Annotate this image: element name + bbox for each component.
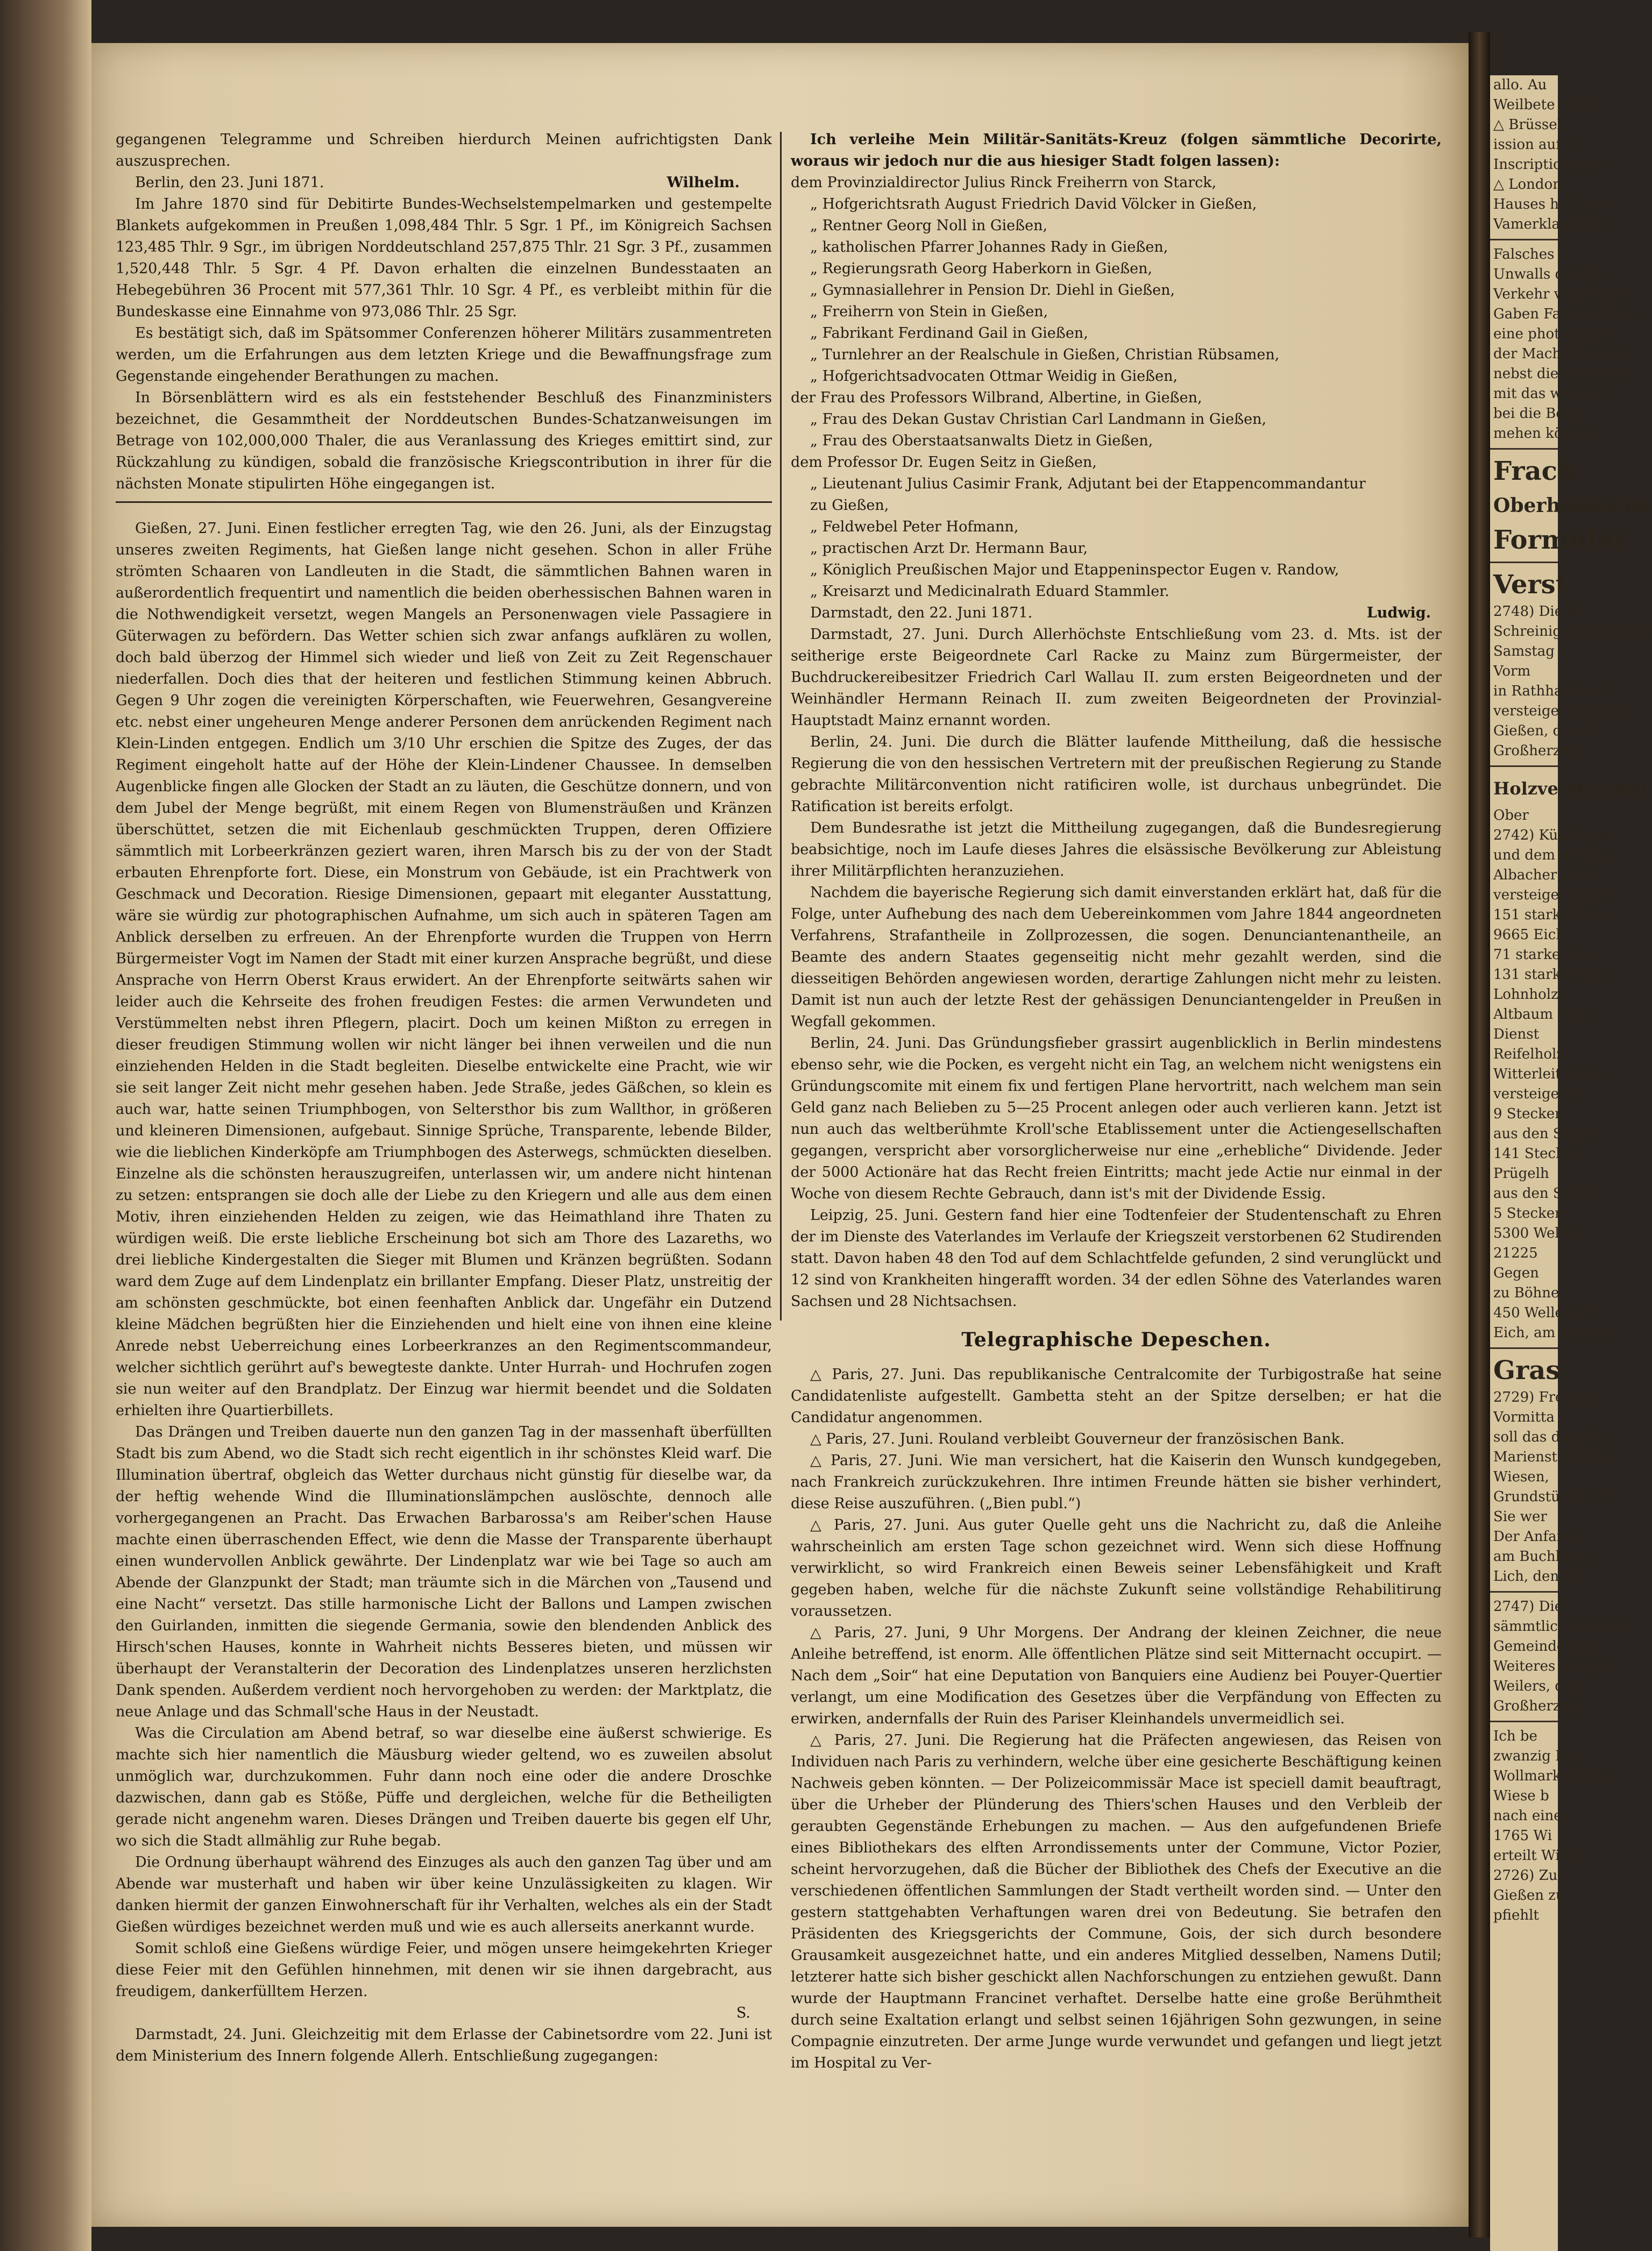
telegraph-item: △ Paris, 27. Juni. Die Regierung hat die Präfecten angewiesen, das Reisen von Individuen nach Paris zu verhindern, welche über eine gesicherte Beschäftigung keinen Nachweis geben könnten. — Der Polizeicommissär Mace ist speciell damit beauftragt, über die Urheber der Plünderung des Thiers'schen Hauses und den Verbleib der geraubten Gegenstände Erhebungen zu machen. — Aus den aufgefundenen Briefe eines Bibliothekars des elften Arrondissements unter der Commune, Victor Pozier, scheint hervorzugehen, daß die Bücher der Bibliothek des Chefs der Executive an die verschiedenen öffentlichen Sammlungen der Stadt vertheilt worden sind. — Unter den gestern stattgehabten Verhaftungen waren drei von Bedeutung. Sie betrafen den Präsidenten des Kriegsgerichts der Commune, Gois, der sich durch besondere Grausamkeit ausgezeichnet hatte, und ein anderes Mitglied desselben, Namens Dutil; letzterer hatte sich bisher geschickt allen Nachforschungen zu entziehen gewußt. Dann wurde der Hauptmann Francinet verhaftet. Derselbe hatte eine große Berühmtheit durch seine Exaltation erlangt und selbst seinen 16jährigen Sohn gezwungen, in seine Compagnie einzutreten. Der arme Junge wurde verwundet und gefangen und liegt jetzt im Hospital zu Ver- bbox=[791, 1732, 1442, 2071]
decree-line: „ Frau des Oberstaatsanwalts Dietz in Gießen, bbox=[810, 432, 1153, 449]
adjacent-line: nach einer bbox=[1493, 1808, 1569, 1824]
paragraph: In Börsenblättern wird es als ein feststehender Beschluß des Finanzministers bezeichnet, die Gesammtheit der Norddeutschen Bundes-Schatzanweisungen im Betrage von 102,000,000 Thaler, die aus Veranlassung des Krieges emittirt sind, zur Rückzahlung zu kündigen, sobald die französische Kriegscontribution in ihrer für die nächsten Monate stipulirten Höhe eingegangen ist. bbox=[116, 389, 772, 492]
telegraph-item: △ Paris, 27. Juni. Das republikanische Centralcomite der Turbigostraße hat seine Candidatenliste aufgestellt. Gambetta steht an der Spitze derselben; er hat die Candidatur angenommen. bbox=[791, 1366, 1442, 1426]
adjacent-line: 21225 bbox=[1493, 1245, 1538, 1261]
adjacent-line: Eich, am Wellen bbox=[1493, 1325, 1608, 1341]
adjacent-line: 2742) Künftigen bbox=[1493, 827, 1609, 843]
adjacent-line: Samstag bbox=[1493, 643, 1555, 659]
adjacent-line: Gemeinde- und bbox=[1493, 1638, 1601, 1654]
adjacent-line: 71 starke Tann bbox=[1493, 947, 1599, 963]
paragraph: Leipzig, 25. Juni. Gestern fand hier eine Todtenfeier der Studentenschaft zu Ehren der im Dienste des Vaterlandes im Verlaufe der Kriegszeit verstorbenen 62 Studirenden statt. Davon haben 48 den Tod auf dem Schlachtfelde gefunden, 2 sind verunglückt und 12 sind von Krankheiten hingerafft worden. 34 der edlen Söhne des Vaterlandes waren Sachsen und 28 Nichtsachsen. bbox=[791, 1207, 1442, 1310]
adjacent-line: 450 Wellen W bbox=[1493, 1305, 1591, 1321]
adjacent-line: Gaben Farbenstrich bbox=[1493, 306, 1635, 322]
dateline: Berlin, den 23. Juni 1871. bbox=[135, 174, 324, 191]
left-column bbox=[116, 129, 772, 2146]
paragraph: Nachdem die bayerische Regierung sich damit einverstanden erklärt hat, daß für die Folge, unter Aufhebung des nach dem Uebereinkommen vom Jahre 1844 angeordneten Verfahrens, Strafantheile in Zollprozessen, die sogen. Denunciantenantheile, an Beamte des andern Staates gegenseitig nicht mehr gezahlt werden, sind die diesseitigen Behörden angewiesen worden, derartige Zahlungen nicht mehr zu leisten. Damit ist nun auch der letzte Rest der gehässigen Denunciantengelder in Preußen in Wegfall gekommen. bbox=[791, 884, 1442, 1030]
adjacent-line: Ober bbox=[1493, 807, 1529, 823]
adjacent-line: Prügelh bbox=[1493, 1166, 1549, 1182]
decree-line: „ Regierungsrath Georg Haberkorn in Gießen, bbox=[810, 260, 1153, 277]
section-rule bbox=[116, 501, 772, 503]
adjacent-line: Weiteres ausgef bbox=[1493, 1658, 1607, 1674]
decree-line: „ practischen Arzt Dr. Hermann Baur, bbox=[810, 540, 1088, 557]
adjacent-line: Vamerklag statt bbox=[1493, 216, 1606, 232]
decree-line: „ Fabrikant Ferdinand Gail in Gießen, bbox=[810, 325, 1088, 342]
adjacent-line: soll das diesjähr bbox=[1493, 1429, 1609, 1445]
adjacent-line: Falsches g bbox=[1493, 246, 1568, 262]
adjacent-rule bbox=[1490, 1347, 1558, 1349]
adjacent-line: Witterleit anfan bbox=[1493, 1066, 1606, 1082]
adjacent-line: versteigert werden. bbox=[1493, 703, 1634, 719]
decree-signature: Ludwig. bbox=[1366, 605, 1431, 621]
adjacent-line: 141 Stecken bbox=[1493, 1146, 1582, 1162]
adjacent-line: 1765 Wi bbox=[1493, 1828, 1552, 1844]
decree-line: „ Freiherrn von Stein in Gießen, bbox=[810, 303, 1048, 320]
decree-line: „ Lieutenant Julius Casimir Frank, Adjutant bei der Etappencommandantur bbox=[810, 475, 1366, 492]
adjacent-line: 151 starke Eich bbox=[1493, 907, 1605, 923]
adjacent-line: Sie wer bbox=[1493, 1509, 1547, 1525]
adjacent-line: aus den Schal bbox=[1493, 1185, 1592, 1202]
adjacent-line: erteilt Wiese bbox=[1493, 1848, 1584, 1864]
right-column bbox=[791, 129, 1442, 2146]
adjacent-line: 9 Stecken bbox=[1493, 1106, 1564, 1122]
telegraph-item: △ Paris, 27. Juni. Wie man versichert, hat die Kaiserin den Wunsch kundgegeben, nach Frankreich zurückzukehren. Ihre intimen Freunde hätten sie bisher verhindert, diese Reise auszuführen. („Bien publ.“) bbox=[791, 1452, 1442, 1512]
signature: Wilhelm. bbox=[667, 174, 740, 191]
decree-line: der Frau des Professors Wilbrand, Albertine, in Gießen, bbox=[791, 389, 1202, 406]
decree-dateline-row bbox=[791, 602, 1442, 624]
paragraph: Somit schloß eine Gießens würdige Feier, und mögen unsere heimgekehrten Krieger diese Feier mit den Gefühlen hinnehmen, mit denen wir sie ihnen dargebracht, aus freudigem, dankerfülltem Herzen. bbox=[116, 1940, 772, 2000]
adjacent-line: Schreinigen des Schul bbox=[1493, 623, 1652, 640]
adjacent-line: Lich, den 24. bbox=[1493, 1568, 1586, 1585]
adjacent-line: Wollmarkt Wiese bbox=[1493, 1768, 1613, 1784]
decree-line: dem Professor Dr. Eugen Seitz in Gießen, bbox=[791, 454, 1097, 471]
adjacent-heading: Verst bbox=[1493, 570, 1568, 600]
adjacent-line: 131 starke Tann bbox=[1493, 967, 1608, 983]
adjacent-line: Weilers, den bbox=[1493, 1678, 1582, 1694]
adjacent-heading: Formular bbox=[1493, 525, 1628, 555]
adjacent-line: Großherzogl bbox=[1493, 1698, 1583, 1714]
adjacent-line: 2726) Zu bbox=[1493, 1867, 1558, 1884]
adjacent-line: Ich be bbox=[1493, 1728, 1537, 1744]
decree-line: „ Hofgerichtsadvocaten Ottmar Weidig in Gießen, bbox=[810, 368, 1178, 385]
adjacent-heading: Gras bbox=[1493, 1355, 1561, 1386]
adjacent-line: △ Brüssel, bbox=[1493, 117, 1566, 133]
adjacent-line: der Machsicht bem bbox=[1493, 346, 1630, 362]
adjacent-page bbox=[1490, 75, 1652, 2251]
adjacent-rule bbox=[1490, 1591, 1558, 1593]
adjacent-line: Unwalls der Sp bbox=[1493, 266, 1602, 282]
adjacent-line: am Buchbach, bbox=[1493, 1549, 1594, 1565]
adjacent-line: und dem Schlag bbox=[1493, 847, 1608, 863]
adjacent-line: versteigert werd bbox=[1493, 887, 1612, 903]
paragraph: Die Ordnung überhaupt während des Einzuges als auch den ganzen Tag über und am Abende war musterhaft und haben wir über keine Unzulässigkeiten zu klagen. Wir danken hiermit der ganzen Einwohnerschaft für ihr Verhalten, welches als ein der Stadt Gießen würdiges bezeichnet werden muß und wie es auch allerseits anerkannt wurde. bbox=[116, 1854, 772, 1935]
decree-line: „ Feldwebel Peter Hofmann, bbox=[810, 519, 1019, 535]
adjacent-heading: Holzversteigeru bbox=[1493, 778, 1647, 799]
adjacent-line: Reifelholz bbox=[1493, 1046, 1564, 1062]
adjacent-line: aus den Schal bbox=[1493, 1126, 1592, 1142]
decree-line: „ Hofgerichtsrath August Friedrich David Völcker in Gießen, bbox=[810, 196, 1257, 212]
adjacent-line: 5 Stecken bbox=[1493, 1205, 1564, 1222]
adjacent-line: ission auf le bbox=[1493, 137, 1578, 153]
paragraph: Es bestätigt sich, daß im Spätsommer Conferenzen höherer Militärs zusammentreten werden, um die Erfahrungen aus dem letzten Kriege und die Bewaffnungsfrage zum Gegenstande eingehender Berathungen zu machen. bbox=[116, 325, 772, 385]
paragraph: Gießen, 27. Juni. Einen festlicher erregten Tag, wie den 26. Juni, als der Einzugstag unseres zweiten Regiments, hat Gießen lange nicht gesehen. Schon in aller Frühe strömten Schaaren von Landleuten in die Stadt, die sämmtlichen Bahnen waren in außerordentlich frequentirt und namentlich die beiden oberhessischen Bahnen waren in die Nothwendigkeit versetzt, wegen Mangels an Personenwagen viele Passagiere in Güterwagen zu befördern. Das Wetter schien sich zwar anfangs aufklären zu wollen, doch bald überzog der Himmel sich wieder und ließ von Zeit zu Zeit Regenschauer niederfallen. Doch dies that der heiteren und festlichen Stimmung keinen Abbruch. Gegen 9 Uhr zogen die vereinigten Körperschaften, wie Feuerwehren, Gesangvereine etc. nebst einer ungeheuren Menge anderer Personen dem anrückenden Regiment nach Klein-Linden entgegen. Endlich um 3/10 Uhr erschien die Spitze des Zuges, der das Regiment eingeholt hatte auf der Höhe der Klein-Lindener Chaussee. In demselben Augenblicke fingen alle Glocken der Stadt an zu läuten, die Geschütze donnern, und von dem Jubel der Menge begrüßt, mit einem Regen von Blumensträußen und Kränzen überschüttet, setzen die mit Eichenlaub geschmückten Truppen, deren Offiziere sämmtlich mit Lorbeerkränzen geziert waren, ihren Marsch bis zu der von der Stadt erbauten Ehrenpforte fort. Diese, ein Monstrum von Gebäude, ist ein Prachtwerk von Geschmack und Decoration. Riesige Dimensionen, gepaart mit eleganter Ausstattung, wäre sie würdig zur photographischen Aufnahme, um sich auch in späteren Tagen am Anblick derselben zu erfreuen. An der Ehrenpforte wurden die Truppen von Herrn Bürgermeister Vogt im Namen der Stadt mit einer kurzen Ansprache begrüßt, und diese Ansprache von Herrn Oberst Kraus erwidert. An der Ehrenpforte seitwärts sahen wir leider auch die Kehrseite des frohen freudigen Festes: die armen Verwundeten und Verstümmelten nebst ihren Pflegern, placirt. Doch um keinen Mißton zu erregen in dieser freudigen Stimmung wollen wir nicht länger bei ihnen verweilen und die nun einziehenden Helden in die Stadt begleiten. Dieselbe entwickelte eine Pracht, wie wir sie seit langer Zeit nicht mehr gesehen haben. Jede Straße, jedes Gäßchen, so klein es auch war, hatte seinen Triumphbogen, von Seltersthor bis zum Wallthor, in größeren und kleineren Dimensionen, aufgebaut. Sinnige Sprüche, Transparente, lebende Bilder, wie die lieblichen Kinderköpfe am Triumphbogen des Asterwegs, schmückten dieselben. Einzelne als die schönsten herauszugreifen, unterlassen wir, um andere nicht hintenan zu setzen: entsprangen sie doch alle der Liebe zu den Kriegern und alle aus dem einen Motiv, ihren einziehenden Helden zu zeigen, wie das Heimathland ihre Thaten zu würdigen weiß. Die erste liebliche Erscheinung bot sich am Thore des Lazareths, wo drei liebliche Kindergestalten die Sieger mit Blumen und Kränzen begrüßten. Sodann ward dem Zuge auf dem Lindenplatz ein brillanter Empfang. Dieser Platz, unstreitig der am schönsten geschmückte, bot einen feenhaften Anblick dar. Ungefähr ein Dutzend kleine Mädchen begrüßten hier die Einziehenden und hielt eine von ihnen eine kleine Anrede nebst Ueberreichung eines Lorbeerkranzes an den Regimentscommandeur, welcher sichtlich gerührt auf's bewegteste dankte. Unter Hurrah- und Hochrufen zogen sie nun weiter auf den Brandplatz. Der Einzug war hiermit beendet und die Soldaten erhielten ihre Quartierbillets. bbox=[116, 520, 772, 1419]
telegraph-heading: Telegraphische Depeschen. bbox=[961, 1329, 1271, 1351]
adjacent-rule bbox=[1490, 448, 1558, 450]
paragraph: Berlin, 24. Juni. Die durch die Blätter laufende Mittheilung, daß die hessische Regierung die von den hessischen Vertretern mit der preußischen Regierung zu Stande gebrachte Militärconvention nicht ratificiren wolle, ist durchaus unbegründet. Die Ratification ist bereits erfolgt. bbox=[791, 734, 1442, 815]
decree-intro: Ich verleihe Mein Militär-Sanitäts-Kreuz (folgen sämmtliche Decorirte, woraus wir jedoch nur die aus hiesiger Stadt folgen lassen): bbox=[791, 131, 1442, 169]
adjacent-line: 2748) Die di bbox=[1493, 603, 1581, 620]
column-divider bbox=[780, 132, 782, 1320]
adjacent-rule bbox=[1490, 765, 1558, 767]
signoff: S. bbox=[736, 2005, 750, 2021]
adjacent-heading: Oberhessische bbox=[1493, 494, 1651, 517]
adjacent-line: Gegen bbox=[1493, 1265, 1539, 1281]
decree-line: „ Rentner Georg Noll in Gießen, bbox=[810, 217, 1048, 234]
decree-line: zu Gießen, bbox=[810, 497, 889, 514]
adjacent-heading: Frach bbox=[1493, 456, 1576, 486]
adjacent-line: versteigert: bbox=[1493, 1086, 1576, 1102]
adjacent-line: 2729) Freitag bbox=[1493, 1389, 1591, 1405]
adjacent-line: mehen können. bbox=[1493, 425, 1603, 442]
adjacent-line: Hauses hat heut bbox=[1493, 196, 1610, 212]
adjacent-rule bbox=[1490, 562, 1558, 563]
decree-line: „ katholischen Pfarrer Johannes Rady in Gießen, bbox=[810, 239, 1168, 255]
paragraph: gegangenen Telegramme und Schreiben hierdurch Meinen aufrichtigsten Dank auszusprechen. bbox=[116, 131, 772, 169]
adjacent-line: 9665 Eich bbox=[1493, 927, 1565, 943]
adjacent-line: Wiese b bbox=[1493, 1788, 1549, 1804]
adjacent-line: Wiesen, bbox=[1493, 1469, 1549, 1485]
adjacent-line: sämmtliche Verstei bbox=[1493, 1618, 1629, 1635]
adjacent-line: 5300 Wellen bbox=[1493, 1225, 1582, 1241]
decree-dateline: Darmstadt, den 22. Juni 1871. bbox=[810, 605, 1033, 621]
adjacent-line: zu Böhne bbox=[1493, 1285, 1559, 1301]
paragraph: Darmstadt, 27. Juni. Durch Allerhöchste Entschließung vom 23. d. Mts. ist der seitherige erste Beigeordnete Carl Racke zu Mainz zum Bürgermeister, der Buchdruckereibesitzer Friedrich Carl Wallau II. zum ersten Beigeordneten und der Weinhändler Hermann Reinach II. zum zweiten Beigeordneten der Provinzial-Hauptstadt Mainz ernannt worden. bbox=[791, 626, 1442, 729]
adjacent-line: Vormitta bbox=[1493, 1409, 1555, 1425]
paragraph: Das Drängen und Treiben dauerte nun den ganzen Tag in der massenhaft überfüllten Stadt bis zum Abend, wo die Stadt sich recht eigentlich in ihr schönstes Kleid warf. Die Illumination übertraf, obgleich das Wetter durchaus nicht günstig für dieselbe war, da der heftig wehende Wind die Illuminationslämpchen auslöschte, dennoch alle vorhergegangenen an Pracht. Das Erwachen Barbarossa's am Reiber'schen Hause machte einen überraschenden Effect, wie denn die Masse der Transparente überhaupt einen wundervollen Anblick gewährte. Der Lindenplatz war wie bei Tage so auch am Abende der Glanzpunkt der Stadt; man träumte sich in die Märchen von „Tausend und eine Nacht“ versetzt. Das stille harmonische Licht der Ballons und Lampen zwischen den Guirlanden, inmitten die siegende Germania, sowie den blendenden Anblick des Hirsch'schen Hauses, konnte in Wahrheit nichts Besseres bieten, und müssen wir überhaupt der Veranstalterin der Decoration des Lindenplatzes unseren herzlichsten Dank spenden. Außerdem verdient noch hervorgehoben zu werden: der Marktplatz, die neue Anlage und das Schmall'sche Haus in der Neustadt. bbox=[116, 1424, 772, 1720]
adjacent-line: Lohnholz. bbox=[1493, 986, 1563, 1003]
book-binding bbox=[0, 0, 91, 2251]
adjacent-line: eine photographi bbox=[1493, 326, 1615, 342]
adjacent-line: in Rathhauslaal bbox=[1493, 683, 1605, 699]
decree-line: dem Provinzialdirector Julius Rinck Freiherrn von Starck, bbox=[791, 174, 1217, 191]
adjacent-line: Großherzogl bbox=[1493, 743, 1583, 759]
adjacent-line: Albacher Wald bbox=[1493, 867, 1597, 883]
adjacent-line: Inscription heut bbox=[1493, 157, 1607, 173]
adjacent-line: Grundstücken d bbox=[1493, 1489, 1607, 1505]
telegraph-item: △ Paris, 27. Juni. Aus guter Quelle geht uns die Nachricht zu, daß die Anleihe wahrscheinlich am ersten Tage schon gezeichnet wird. Wenn sich diese Hoffnung verwirklicht, so wird Frankreich einen Beweis seiner Lebensfähigkeit und Kraft gegeben haben, welche für die nächste Zukunft seine vollständige Rehabilitirung voraussetzen. bbox=[791, 1517, 1442, 1620]
adjacent-line: 2747) Die bbox=[1493, 1599, 1563, 1615]
adjacent-line: Der Anfang bbox=[1493, 1529, 1575, 1545]
telegraph-item: △ Paris, 27. Juni. Rouland verbleibt Gouverneur der französischen Bank. bbox=[810, 1431, 1345, 1447]
paragraph: Berlin, 24. Juni. Das Gründungsfieber grassirt augenblicklich in Berlin mindestens ebenso sehr, wie die Pocken, es vergeht nicht ein Tag, an welchem nicht wenigstens ein Gründungscomite mit einem fix und fertigen Plane hervortritt, nach welchem man sein Geld ganz nach Belieben zu 5—25 Procent anlegen oder auch verlieren kann. Jetzt ist nun auch das weltberühmte Kroll'sche Etablissement unter die Actiengesellschaften gegangen, verspricht aber vorsorglicherweise nur eine „erhebliche“ Dividende. Jeder der 5000 Actionäre hat das Recht freien Eintritts; macht jede Actie nur einmal in der Woche von diesem Rechte Gebrauch, dann ist's mit der Dividende Essig. bbox=[791, 1035, 1442, 1202]
adjacent-line: △ London bbox=[1493, 176, 1562, 193]
adjacent-rule bbox=[1490, 239, 1558, 240]
dateline-row bbox=[116, 172, 772, 194]
adjacent-line: allo. Au bbox=[1493, 77, 1547, 93]
telegraph-item: △ Paris, 27. Juni, 9 Uhr Morgens. Der Andrang der kleinen Zeichner, die neue Anleihe betreffend, ist enorm. Alle öffentlichen Plätze sind seit Mitternacht occupirt. — Nach dem „Soir“ hat eine Deputation von Banquiers eine Audienz bei Pouyer-Quertier verlangt, um eine Modification des Gesetzes über die Verpfändung von Effecten zu erwirken, andernfalls der Ruin des Pariser Kleinhandels unvermeidlich sei. bbox=[791, 1624, 1442, 1727]
paragraph: Was die Circulation am Abend betraf, so war dieselbe eine äußerst schwierige. Es machte sich hier namentlich die Mäusburg wieder geltend, wo es zuweilen absolut unmöglich war, durchzukommen. Fuhr dann noch eine oder die andere Droschke dazwischen, dann gab es Stöße, Püffe und dergleichen, welche für die Betheiligten gerade nicht angenehm waren. Dieses Drängen und Treiben dauerte bis gegen elf Uhr, wo sich die Stadt allmählig zur Ruhe begab. bbox=[116, 1725, 772, 1849]
adjacent-line: Dienst bbox=[1493, 1026, 1540, 1042]
paragraph: Im Jahre 1870 sind für Debitirte Bundes-Wechselstempelmarken und gestempelte Blankets aufgekommen in Preußen 1,098,484 Thlr. 5 Sgr. 1 Pf., im Königreich Sachsen 123,485 Thlr. 9 Sgr., im übrigen Norddeutschland 257,875 Thlr. 21 Sgr. 3 Pf., zusammen 1,520,448 Thlr. 5 Sgr. 4 Pf. Davon erhalten die einzelnen Bundesstaaten an Hebegebühren 36 Procent mit 577,361 Thlr. 10 Sgr. 4 Pf., es verbleibt mithin für die Bundeskasse eine Einnahme von 973,086 Thlr. 25 Sgr. bbox=[116, 196, 772, 320]
adjacent-line: Altbaum wird bbox=[1493, 1006, 1590, 1022]
decree-line: „ Kreisarzt und Medicinalrath Eduard Stammler. bbox=[810, 583, 1169, 600]
adjacent-line: Verkehr vorgekom bbox=[1493, 286, 1625, 302]
decree-line: „ Turnlehrer an der Realschule in Gießen, Christian Rübsamen, bbox=[810, 346, 1280, 363]
adjacent-line: Marienstift Scha bbox=[1493, 1449, 1612, 1465]
adjacent-line: nebst diese Schein bbox=[1493, 366, 1627, 382]
adjacent-rule bbox=[1490, 1721, 1558, 1722]
adjacent-line: pfiehlt bbox=[1493, 1907, 1539, 1923]
paragraph: Darmstadt, 24. Juni. Gleichzeitig mit dem Erlasse der Cabinetsordre vom 22. Juni ist dem Ministerium des Innern folgende Allerh. Entschließung zugegangen: bbox=[116, 2026, 772, 2064]
adjacent-line: Gießen, den 28 bbox=[1493, 723, 1601, 739]
paragraph: Dem Bundesrathe ist jetzt die Mittheilung zugegangen, daß die Bundesregierung beabsichtige, noch im Laufe dieses Jahres die elsässische Bevölkerung zur Ableistung ihrer Militärpflichten heranzuziehen. bbox=[791, 820, 1442, 879]
decree-line: „ Gymnasiallehrer in Pension Dr. Diehl in Gießen, bbox=[810, 282, 1175, 299]
page-gutter bbox=[1469, 32, 1490, 2238]
decree-line: „ Frau des Dekan Gustav Christian Carl Landmann in Gießen, bbox=[810, 411, 1267, 428]
adjacent-line: zwanzig Das bbox=[1493, 1748, 1582, 1764]
adjacent-line: Gießen zu bbox=[1493, 1887, 1565, 1904]
decree-line: „ Königlich Preußischen Major und Etappeninspector Eugen v. Randow, bbox=[810, 562, 1339, 578]
adjacent-line: Weilbete Militi bbox=[1493, 97, 1598, 113]
adjacent-line: bei die Beam bbox=[1493, 406, 1586, 422]
adjacent-line: mit das wie an t bbox=[1493, 386, 1607, 402]
adjacent-line: Vorm bbox=[1493, 663, 1531, 679]
